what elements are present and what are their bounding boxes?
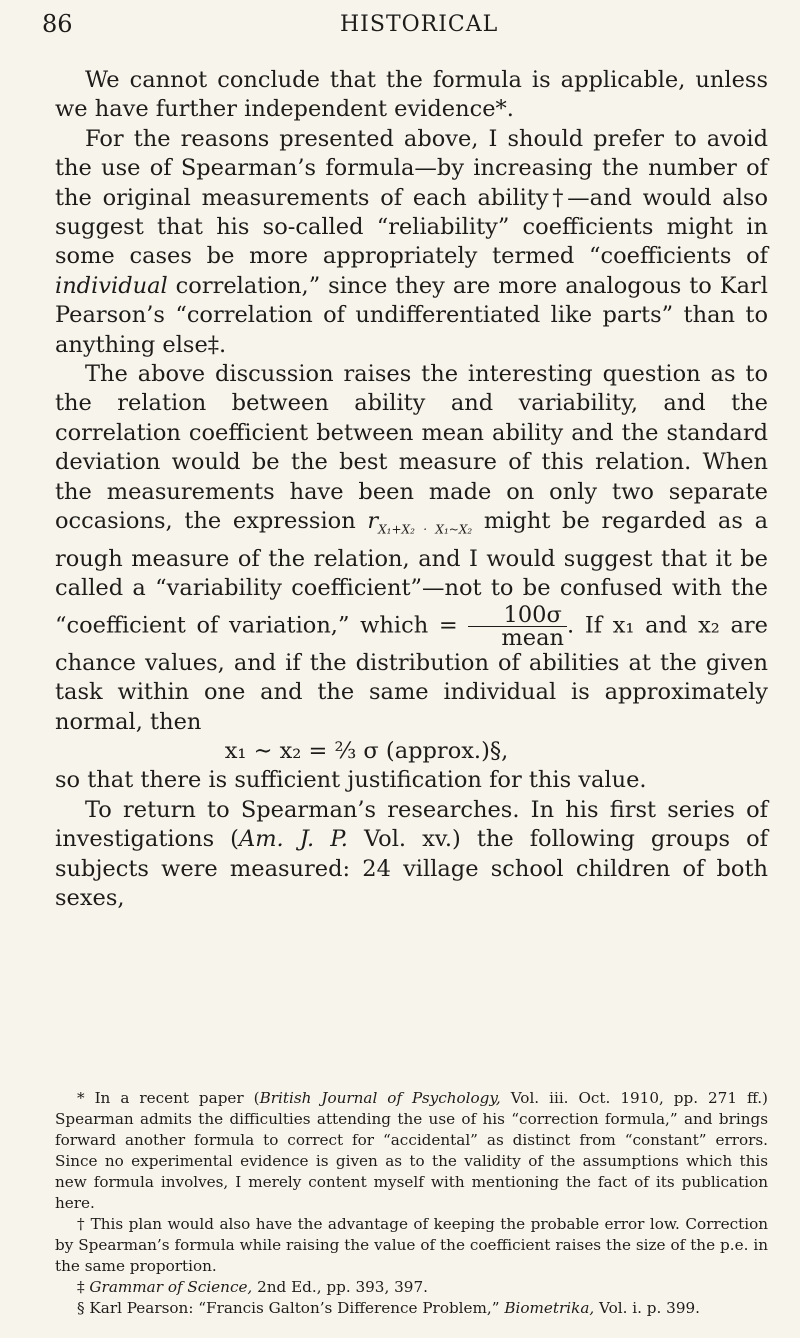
paragraph-2 <box>55 125 768 360</box>
coefficient-fraction <box>468 601 567 651</box>
paragraph-3-text-c: . If x₁ and x₂ are chance values, and if the distribution of abilities at the given task within one and the same individual is approximately normal, then <box>55 612 768 735</box>
variability-expression <box>367 508 473 537</box>
paragraph-5 <box>55 796 768 914</box>
footnote-1-italic: British Journal of Psychology, <box>259 1089 501 1107</box>
paragraph-5-citation: Am. J. P. <box>238 826 348 853</box>
paragraph-3-text-a: The above discussion raises the interesting question as to the relation between ability and variability, and the correlation coefficient between mean ability and the standard deviation would be the best measure of this relation. When the measurements have been made on only two separate occasions, the expression <box>55 361 768 535</box>
paragraph-3-text-b: might be regarded as a rough measure of the relation, and I would suggest that it be called a “variability coefficient”—not to be confused with the “coefficient of variation,” which = <box>55 508 768 639</box>
footnote-4 <box>55 1298 768 1319</box>
display-formula: x₁ ∼ x₂ = ⅔ σ (approx.)§, <box>224 738 509 765</box>
paragraph-1: We cannot conclude that the formula is applicable, unless we have further independent evidence*. <box>55 67 768 123</box>
paragraph-2-italic: individual <box>55 272 168 299</box>
page-number: 86 <box>42 10 73 38</box>
paragraph-2-text-a: For the reasons presented above, I should prefer to avoid the use of Spearman’s formula—by increasing the number of the original measurements of each ability†—and would also suggest that his so-called “reliability” coefficients might in some cases be more appropriately termed “coefficients of <box>55 125 768 270</box>
running-title: HISTORICAL <box>340 12 499 37</box>
paragraph-5-text-b: Vol. xv.) the following groups of subjects were measured: 24 village school children of both sexes, <box>55 826 768 912</box>
footnote-4-italic: Biometrika, <box>504 1299 595 1317</box>
footnote-2: † This plan would also have the advantage of keeping the probable error low. Correction by Spearman’s formula while raising the value of the coefficient raises the size of the p.e. in the same proportion. <box>55 1215 768 1275</box>
footnote-3-italic: Grammar of Science, <box>89 1278 253 1296</box>
footnote-1 <box>55 1088 768 1214</box>
footnote-1-text-b: Vol. iii. Oct. 1910, pp. 271 ff.) Spearman admits the difficulties attending the use of his “correction formula,” and brings forward another formula to correct for “accidental” as distinct from “constant” errors. Since no experimental evidence is given as to the validity of the assumptions which this new formula involves, I merely content myself with mentioning the fact of its publication here. <box>55 1089 768 1212</box>
paragraph-2-text-b: correlation,” since they are more analogous to Karl Pearson’s “correlation of undifferentiated like parts” than to anything else‡. <box>55 272 768 358</box>
fraction-numerator: 100σ <box>468 604 567 627</box>
paragraph-5-text-a: To return to Spearman’s researches. In his first series of investigations ( <box>55 796 768 853</box>
footnotes <box>55 1088 768 1319</box>
footnote-4-text-a: § Karl Pearson: “Francis Galton’s Difference Problem,” <box>77 1299 505 1317</box>
footnote-3 <box>55 1277 768 1298</box>
expression-r: r <box>367 508 379 535</box>
fraction-denominator: mean <box>501 624 564 651</box>
footnote-3-marker: ‡ <box>77 1278 90 1296</box>
paragraph-4: so that there is sufficient justification for this value. <box>55 767 647 794</box>
expression-subscript: X₁+X₂ · X₁~X₂ <box>378 522 473 537</box>
paragraph-3 <box>55 360 768 737</box>
footnote-4-text-b: Vol. i. p. 399. <box>594 1299 700 1317</box>
footnote-3-text: 2nd Ed., pp. 393, 397. <box>252 1278 428 1296</box>
body-text <box>55 66 768 913</box>
footnote-1-text-a: * In a recent paper ( <box>77 1089 260 1107</box>
